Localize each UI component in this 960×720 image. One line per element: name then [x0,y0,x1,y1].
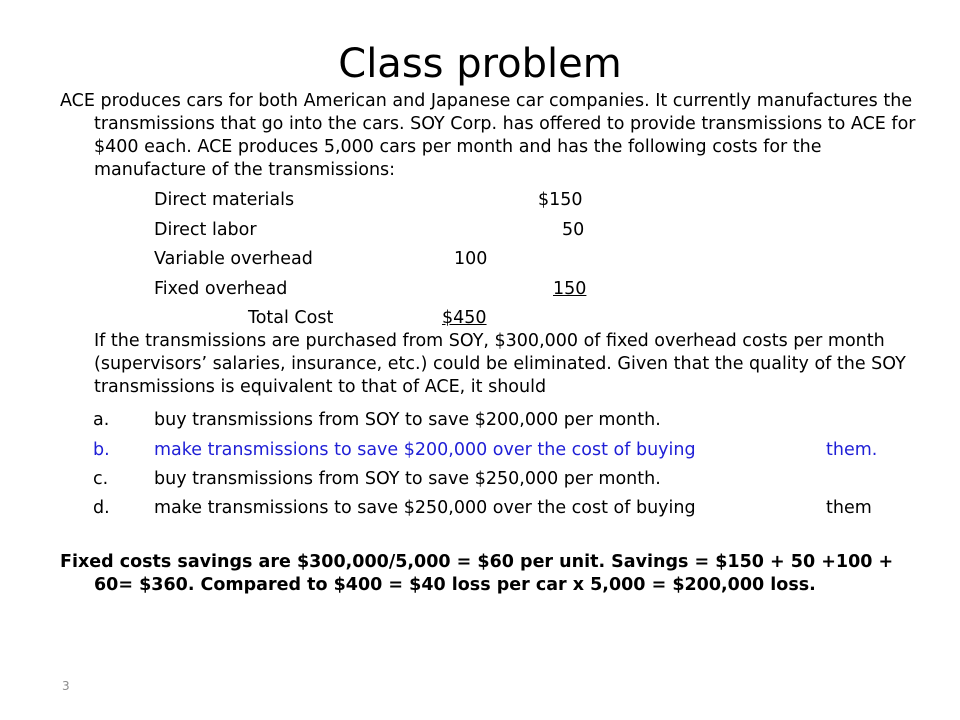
option-c-letter: c. [93,469,109,489]
cost-label-total: Total Cost [248,308,334,328]
option-a-letter: a. [93,410,110,430]
option-d-text: make transmissions to save $250,000 over the cost of buying [154,498,696,518]
option-d-letter: d. [93,498,110,518]
cost-label-fixed-overhead: Fixed overhead [154,279,288,299]
option-b-letter: b. [93,440,110,460]
cost-label-variable-overhead: Variable overhead [154,249,313,269]
cost-label-direct-labor: Direct labor [154,220,257,240]
page-number: 3 [62,679,70,693]
slide-title: Class problem [338,41,622,87]
solution-note: Fixed costs savings are $300,000/5,000 = $60 per unit. Savings = $150 + 50 +100 + 60= $360. Compared to $400 = $40 loss per car x 5,000 = $200,000 loss. [60,552,894,595]
cost-amount-direct-materials: $150 [538,190,583,210]
problem-intro: ACE produces cars for both American and Japanese car companies. It currently manufactures the transmissions that go into the cars. SOY Corp. has offered to provide transmissions to ACE for $400 each. ACE produces 5,000 cars per month and has the following costs for the manufacture of the transmissions: [60,91,916,180]
option-b-text: make transmissions to save $200,000 over the cost of buying [154,440,696,460]
cost-label-direct-materials: Direct materials [154,190,295,210]
option-a-text: buy transmissions from SOY to save $200,000 per month. [154,410,661,430]
option-d-tail: them [826,498,872,518]
cost-amount-total: $450 [442,308,487,328]
option-b-tail: them. [826,440,878,460]
question-text: If the transmissions are purchased from SOY, $300,000 of fixed overhead costs per month (supervisors’ salaries, insurance, etc.) could be eliminated. Given that the quality of the SOY transmissions is equivalent to that of ACE, it should [94,331,906,397]
cost-amount-fixed-overhead: 150 [553,279,587,299]
cost-amount-variable-overhead: 100 [454,249,488,269]
option-c-text: buy transmissions from SOY to save $250,000 per month. [154,469,661,489]
cost-amount-direct-labor: 50 [562,220,585,240]
